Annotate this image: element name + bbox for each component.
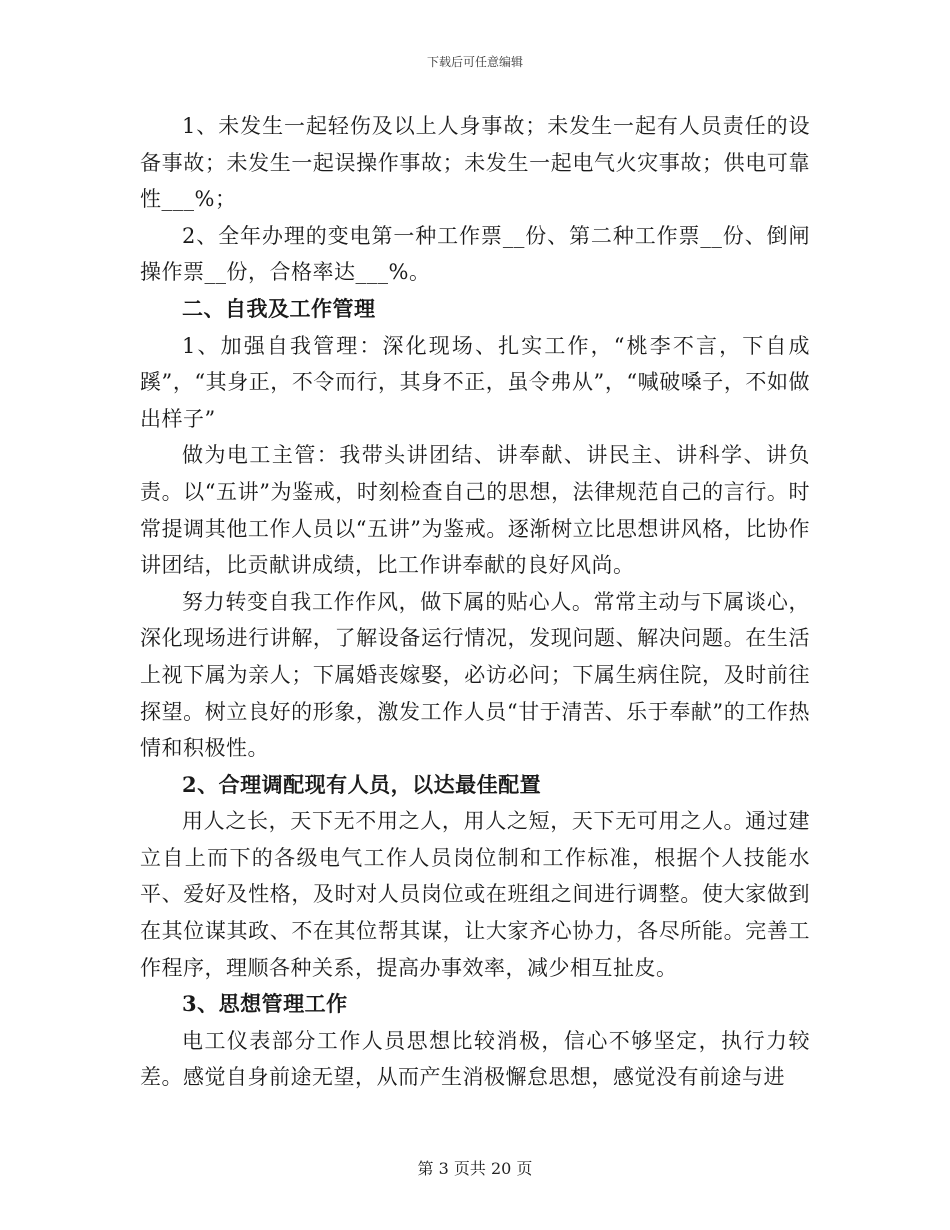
paragraph-3: 1、加强自我管理：深化现场、扎实工作，“桃李不言，下自成蹊”，“其身正，不令而行，其身不正，虽令弗从”，“喊破嗓子，不如做出样子” bbox=[140, 333, 810, 431]
page-number: 第 3 页共 20 页 bbox=[417, 1159, 533, 1178]
document-body bbox=[140, 108, 810, 1096]
section-heading-self-management: 二、自我及工作管理 bbox=[182, 295, 376, 321]
paragraph-5: 努力转变自我工作作风，做下属的贴心人。常常主动与下属谈心，深化现场进行讲解，了解设备运行情况，发现问题、解决问题。在生活上视下属为亲人；下属婚丧嫁娶，必访必问；下属生病住院，及时前往探望。树立良好的形象，激发工作人员“甘于清苦、乐于奉献”的工作热情和积极性。 bbox=[140, 589, 810, 761]
page-header: 下载后可任意编辑 bbox=[426, 55, 523, 69]
subheading-staff-allocation: 2、合理调配现有人员，以达最佳配置 bbox=[182, 771, 542, 797]
paragraph-4: 做为电工主管：我带头讲团结、讲奉献、讲民主、讲科学、讲负责。以“五讲”为鉴戒，时刻检查自己的思想，法律规范自己的言行。时常提调其他工作人员以“五讲”为鉴戒。逐渐树立比思想讲风格，比协作讲团结，比贡献讲成绩，比工作讲奉献的良好风尚。 bbox=[140, 443, 810, 578]
paragraph-6: 用人之长，天下无不用之人，用人之短，天下无可用之人。通过建立自上而下的各级电气工作人员岗位制和工作标准，根据个人技能水平、爱好及性格，及时对人员岗位或在班组之间进行调整。使大家做到在其位谋其政、不在其位帮其谋，让大家齐心协力，各尽所能。完善工作程序，理顺各种关系，提高办事效率，减少相互扯皮。 bbox=[140, 809, 810, 980]
paragraph-2: 2、全年办理的变电第一种工作票__份、第二种工作票__份、倒闸操作票__份，合格率达___%。 bbox=[140, 223, 810, 285]
subheading-ideology-management: 3、思想管理工作 bbox=[182, 991, 348, 1017]
paragraph-1: 1、未发生一起轻伤及以上人身事故；未发生一起有人员责任的设备事故；未发生一起误操作事故；未发生一起电气火灾事故；供电可靠性___%； bbox=[140, 114, 810, 212]
paragraph-7: 电工仪表部分工作人员思想比较消极，信心不够坚定，执行力较差。感觉自身前途无望，从而产生消极懈怠思想，感觉没有前途与进 bbox=[140, 1028, 810, 1090]
